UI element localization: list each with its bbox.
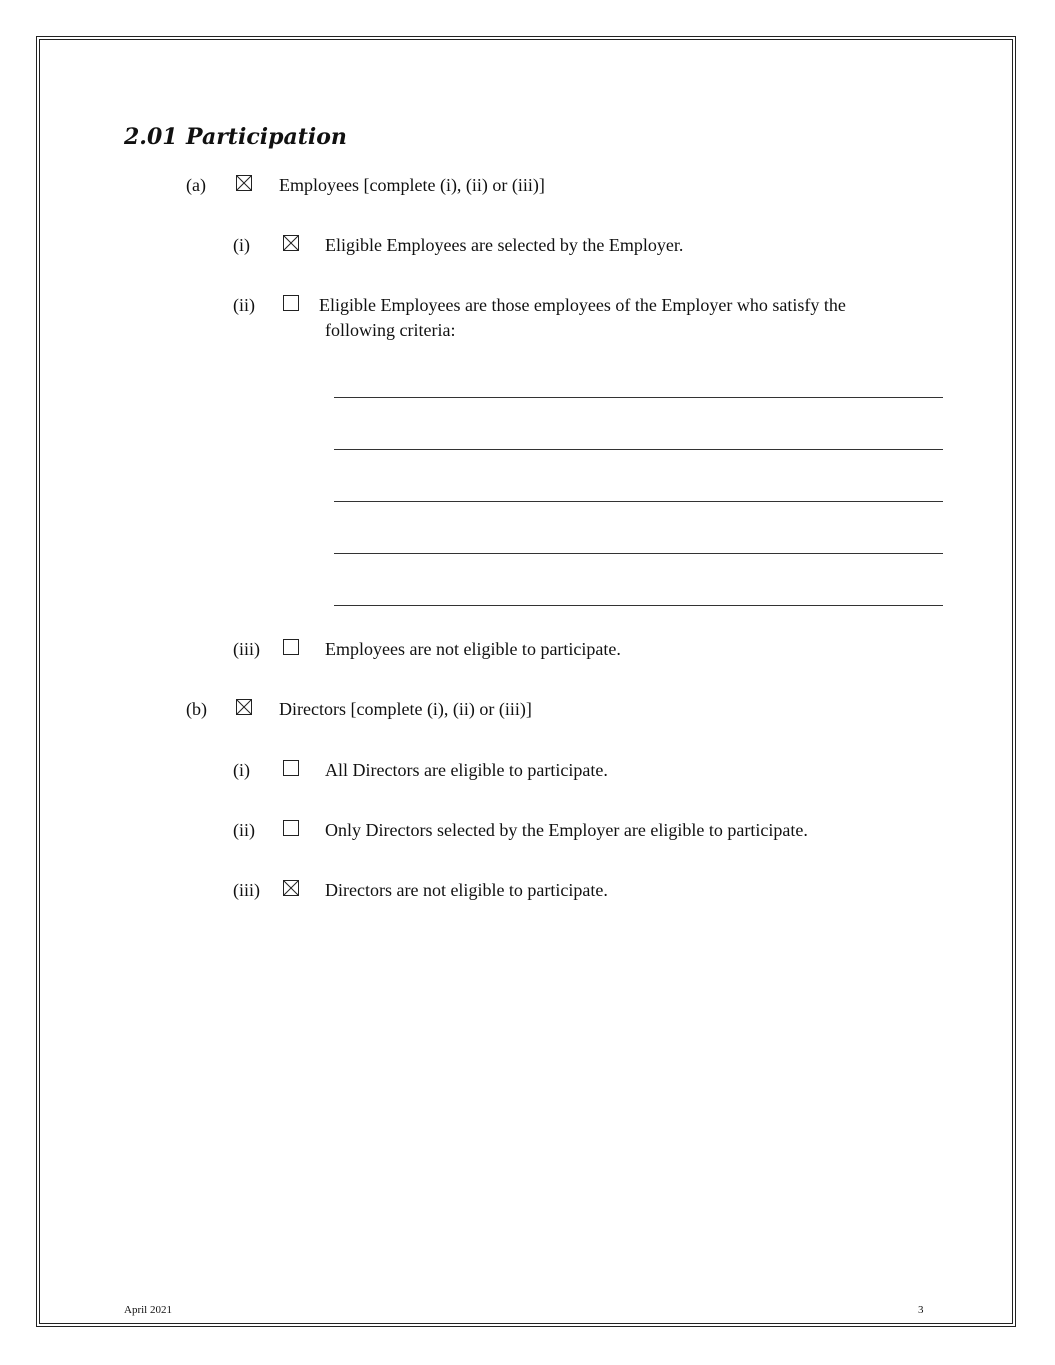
checkmark-x-icon [237,700,251,714]
item-b-ii-checkbox[interactable] [283,820,299,836]
item-a-iii-text: Employees are not eligible to participate. [325,639,621,659]
item-a-ii-text-line1: Eligible Employees are those employees of the Employer who satisfy the [319,295,846,315]
checkmark-x-icon [284,881,298,895]
item-a-ii-checkbox[interactable] [283,295,299,311]
item-b-checkbox[interactable] [236,699,252,715]
item-a-i-label: (i) [233,235,250,255]
item-a-ii-label: (ii) [233,295,255,315]
item-b-i-text: All Directors are eligible to participate. [325,760,608,780]
criteria-line-5[interactable] [334,605,943,606]
item-a-checkbox[interactable] [236,175,252,191]
item-b-iii-checkbox[interactable] [283,880,299,896]
item-b-iii-text: Directors are not eligible to participate. [325,880,608,900]
item-b-i-checkbox[interactable] [283,760,299,776]
item-b-i-label: (i) [233,760,250,780]
item-a-ii-text-line2: following criteria: [325,320,456,340]
item-b-ii-label: (ii) [233,820,255,840]
criteria-line-4[interactable] [334,553,943,554]
page-border-inner [39,39,1013,1324]
section-title: Participation [186,124,347,150]
item-b-ii-text: Only Directors selected by the Employer are eligible to participate. [325,820,808,840]
criteria-line-2[interactable] [334,449,943,450]
item-a-iii-checkbox[interactable] [283,639,299,655]
checkmark-x-icon [237,176,251,190]
criteria-line-1[interactable] [334,397,943,398]
section-number: 2.01 [124,124,178,150]
item-b-iii-label: (iii) [233,880,260,900]
footer-page-number: 3 [918,1304,924,1316]
item-a-text: Employees [complete (i), (ii) or (iii)] [279,175,545,195]
checkmark-x-icon [284,236,298,250]
item-b-text: Directors [complete (i), (ii) or (iii)] [279,699,532,719]
item-a-i-text: Eligible Employees are selected by the Employer. [325,235,684,255]
item-a-iii-label: (iii) [233,639,260,659]
item-a-label: (a) [186,175,206,195]
item-a-i-checkbox[interactable] [283,235,299,251]
criteria-line-3[interactable] [334,501,943,502]
footer-date: April 2021 [124,1304,172,1316]
item-b-label: (b) [186,699,207,719]
